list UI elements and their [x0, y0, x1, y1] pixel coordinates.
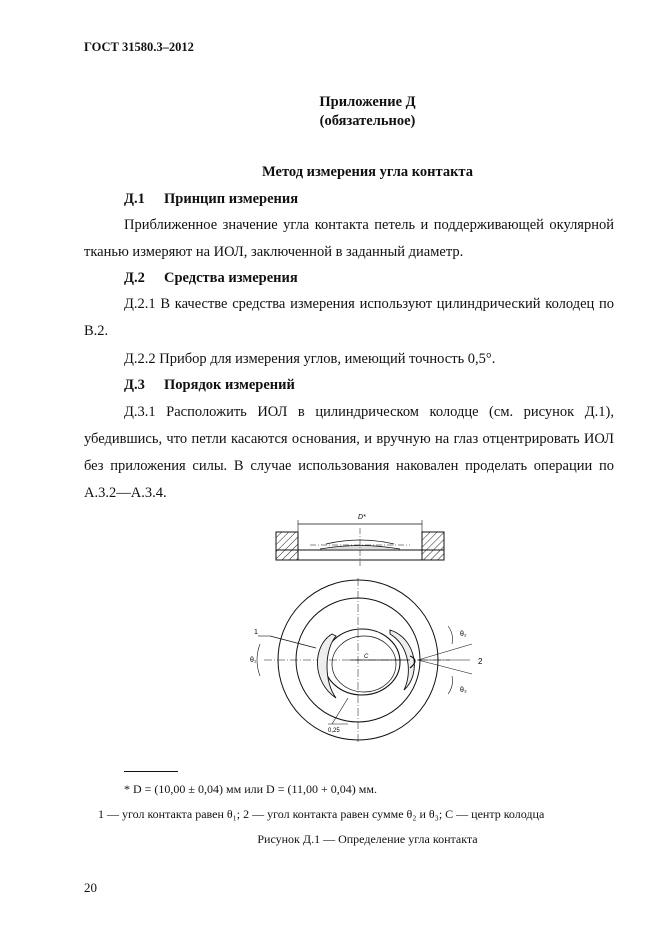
section-title: Средства измерения [164, 270, 298, 286]
dimension-label-d: D* [358, 514, 366, 521]
method-title: Метод измерения угла контакта [262, 164, 473, 180]
figure-section-view [270, 508, 450, 566]
footnote-rule [124, 771, 178, 772]
section-number: Д.2 [124, 270, 145, 286]
label-2: 2 [478, 657, 483, 666]
section-number: Д.3 [124, 377, 145, 393]
label-center-c: C [364, 654, 369, 660]
appendix-status: (обязательное) [319, 113, 416, 129]
figure-caption: Рисунок Д.1 — Определение угла контакта [257, 832, 478, 846]
label-theta1: θ₁ [250, 657, 257, 664]
appendix-title: Приложение Д [319, 94, 416, 110]
section-d1-text: Приближенное значение угла контакта петель и поддерживающей окулярной тканью измеряют на ИОЛ, заключенной в заданный диаметр. [84, 217, 614, 260]
page-number: 20 [84, 880, 97, 895]
document-header: ГОСТ 31580.3–2012 [84, 40, 194, 54]
label-theta3: θ₃ [460, 687, 467, 694]
paragraph-d2-2: Д.2.2 Прибор для измерения углов, имеющий точность 0,5°. [124, 351, 496, 367]
dimension-label-025: 0,25 [328, 728, 340, 734]
paragraph-d2-1: Д.2.1 В качестве средства измерения используют цилиндрический колодец по В.2. [84, 296, 614, 339]
figure-plan-view [240, 574, 490, 744]
footnote: * D = (10,00 ± 0,04) мм или D = (11,00 + 0,04) мм. [124, 782, 377, 796]
section-number: Д.1 [124, 191, 145, 207]
label-1: 1 [254, 629, 258, 636]
section-heading-d2 [124, 270, 524, 290]
figure-legend: 1 — угол контакта равен θ₁; 2 — угол контакта равен сумме θ₂ и θ₃; C — центр колодца [98, 807, 545, 821]
section-title: Принцип измерения [164, 191, 299, 207]
paragraph-d3-1: Д.3.1 Расположить ИОЛ в цилиндрическом колодце (см. рисунок Д.1), убедившись, что петли касаются основания, и вручную на глаз отцентрировать ИОЛ без приложения силы. В случае использования наковален проделать операции по А.3.2—А.3.4. [84, 404, 614, 501]
section-heading-d3 [124, 377, 524, 397]
section-title: Порядок измерений [164, 377, 295, 393]
label-theta2: θ₂ [460, 631, 467, 638]
section-heading-d1 [124, 191, 524, 211]
